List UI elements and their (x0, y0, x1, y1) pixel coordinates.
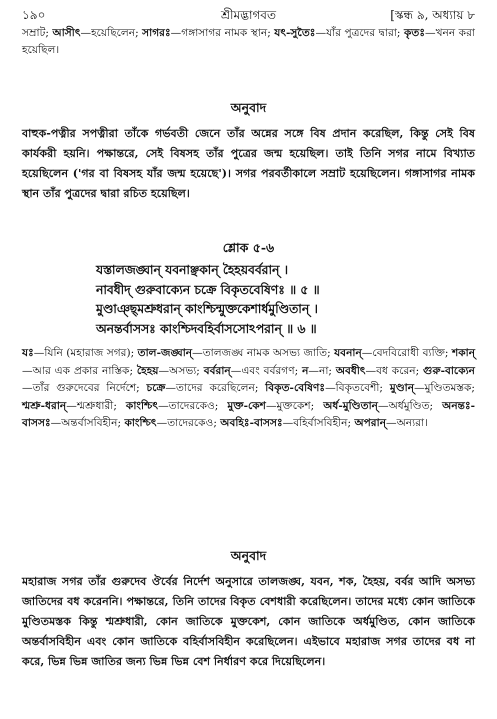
synonym-meaning: —আর এক প্রকার নাস্তিক; (22, 364, 137, 377)
synonym-term: অর্ধ-মুণ্ডিতান্ (323, 399, 378, 412)
synonym-term: মুক্ত-কেশ (227, 399, 266, 412)
synonym-term: যঃ (22, 347, 34, 359)
synonym-term: অবধীৎ (335, 364, 366, 377)
synonym-meaning: —অন্তর্বাসবিহীন; (50, 417, 125, 430)
verse-text (96, 260, 457, 338)
synonym-meaning: —তাদেরকেও; (158, 399, 228, 412)
synonym-term: কৃতঃ (403, 27, 425, 39)
synonym-term: যবনান্ (334, 347, 362, 359)
synonym-term: সাগরঃ (142, 27, 171, 39)
synonym-term: বর্বরান্ (203, 364, 231, 377)
synonyms (22, 345, 475, 433)
synonym-term: ন (302, 364, 309, 377)
translation-paragraph: বাহুক-পত্নীর সপত্নীরা তাঁকে গর্ভবতী জেনে তাঁর অন্নের সঙ্গে বিষ প্রদান করেছিল, কিন্তু সেই বিষ কার্যকরী হয়নি। পক্ষান্তরে, সেই বিষসহ তাঁর পুত্রের জন্ম হয়েছিল। তাই তিনি সগর নামে বিখ্যাত হয়েছিলেন ('গর বা বিষসহ যাঁর জন্ম হয়েছে')। সগর পরবর্তীকালে সম্রাট হয়েছিলেন। গঙ্গাসাগর নামক স্থান তাঁর পুত্রদের দ্বারা রচিত হয়েছিল। (22, 127, 475, 200)
page-header (22, 7, 475, 25)
synonym-term: অনন্তঃ-বাসসঃ (22, 399, 475, 430)
synonym-term: গুরু-বাক্যেন (423, 364, 475, 377)
synonym-term: অপরান্ (354, 417, 387, 430)
synonym-meaning: —মুক্তকেশ; (265, 399, 324, 412)
synonym-meaning: —বেদবিরোধী ব্যক্তি; (361, 347, 452, 359)
verse-line: অনন্তর্বাসসঃ কাংশ্চিদবহির্বাসসোঽপরান্ ॥ ৬ ॥ (96, 320, 317, 336)
synonym-term: কাংশ্চিৎ (125, 399, 159, 412)
synonym-meaning: —খনন করা হয়েছিল। (22, 27, 475, 56)
synonym-meaning: —বিকৃতবেশী; (325, 382, 390, 395)
page-number: ১৯০ (22, 8, 46, 22)
translation-paragraph: মহারাজ সগর তাঁর গুরুদেব ঔর্বের নির্দেশ অনুসারে তালজঙ্ঘ, যবন, শক, হৈহয়, বর্বর আদি অসভ্য জাতিদের বধ করেননি। পক্ষান্তরে, তিনি তাদের বিকৃত বেশধারী করেছিলেন। তাদের মধ্যে কোন জাতিকে মুণ্ডিতমস্তক কিন্তু শ্মশ্রুধারী, কোন জাতিকে মুক্তকেশ, কোন জাতিকে অর্ধমুণ্ডিত, কোন জাতিকে অন্তর্বাসবিহীন এবং কোন জাতিকে বহির্বাসবিহীন করেছিলেন। এইভাবে মহারাজ সগর তাদের বধ না করে, ভিন্ন ভিন্ন জাতির জন্য ভিন্ন ভিন্ন বেশ নির্ধারণ করে দিয়েছিলেন। (22, 575, 475, 668)
synonym-term: অবহিঃ-বাসসঃ (220, 417, 283, 430)
synonym-term: চক্রে (146, 382, 166, 395)
translation-heading: অনুবাদ (230, 548, 267, 563)
synonym-meaning: —বহির্বাসবিহীন; (282, 417, 355, 430)
synonym-term: কাংশ্চিৎ (124, 417, 157, 430)
book-title: শ্রীমদ্ভাগবত (220, 8, 276, 22)
synonym-term: শ্মশ্রু-ধরান্ (22, 399, 67, 412)
synonym-meaning: —না; (308, 364, 336, 377)
synonym-meaning: —গঙ্গাসাগর নামক স্থান; (170, 27, 275, 39)
synonym-meaning: —যাঁর পুত্রদের দ্বারা; (315, 27, 404, 39)
chapter-reference: [স্কন্ধ ৯, অধ্যায় ৮ (390, 8, 475, 22)
synonym-term: শকান্ (451, 347, 476, 359)
verse-line: নাবধীদ্ গুরুবাক্যেন চক্রে বিকৃতবেষিণঃ ॥ ৫ ॥ (96, 281, 320, 297)
synonym-meaning: —তাঁর গুরুদেবের নির্দেশে; (22, 382, 147, 395)
translation-heading: অনুবাদ (230, 100, 267, 115)
verse-line: মুণ্ডাঞ্ছ্মশ্রুধরান্ কাংশ্চিন্মুক্তকেশার্ধমুণ্ডিতান্ । (96, 301, 318, 316)
synonym-meaning: —অন্যরা। (386, 417, 428, 430)
synonym-meaning: —তাদেরকেও; (156, 417, 221, 430)
synonym-term: বিকৃত-বেষিণঃ (265, 382, 326, 395)
synonym-meaning: —অর্ধমুণ্ডিত; (378, 399, 443, 412)
synonyms-top (22, 25, 475, 59)
synonym-meaning: —শ্মশ্রুধারী; (66, 399, 126, 412)
synonym-meaning: —তাদের করেছিলেন; (165, 382, 266, 395)
synonym-meaning: —অসভ্য; (158, 364, 204, 377)
synonym-term: মুণ্ডান্ (389, 382, 415, 395)
synonym-meaning: সম্রাট; (22, 27, 53, 39)
synonym-meaning: —এবং বর্বরগণ; (230, 364, 303, 377)
synonym-meaning: —যিনি (মহারাজ সগর); (33, 347, 138, 359)
synonym-term: যৎ-সুতৈঃ (274, 27, 316, 39)
synonym-term: তাল-জঙ্ঘান্ (137, 347, 193, 359)
synonym-meaning: —তালজঙ্ঘ নামক অসভ্য জাতি; (192, 347, 335, 359)
verse-line: যস্তালজঙ্ঘান্ যবনাঞ্ছকান্ হৈহয়বর্বরান্ । (96, 262, 289, 277)
verse-heading: শ্লোক ৫-৬ (222, 240, 275, 255)
synonym-meaning: —মুণ্ডিতমস্তক; (414, 382, 475, 395)
synonym-meaning: —হয়েছিলেন; (80, 27, 143, 39)
synonym-term: আসীৎ (52, 27, 81, 39)
synonym-meaning: —বধ করেন; (365, 364, 424, 377)
synonym-term: হৈহয় (136, 364, 159, 377)
